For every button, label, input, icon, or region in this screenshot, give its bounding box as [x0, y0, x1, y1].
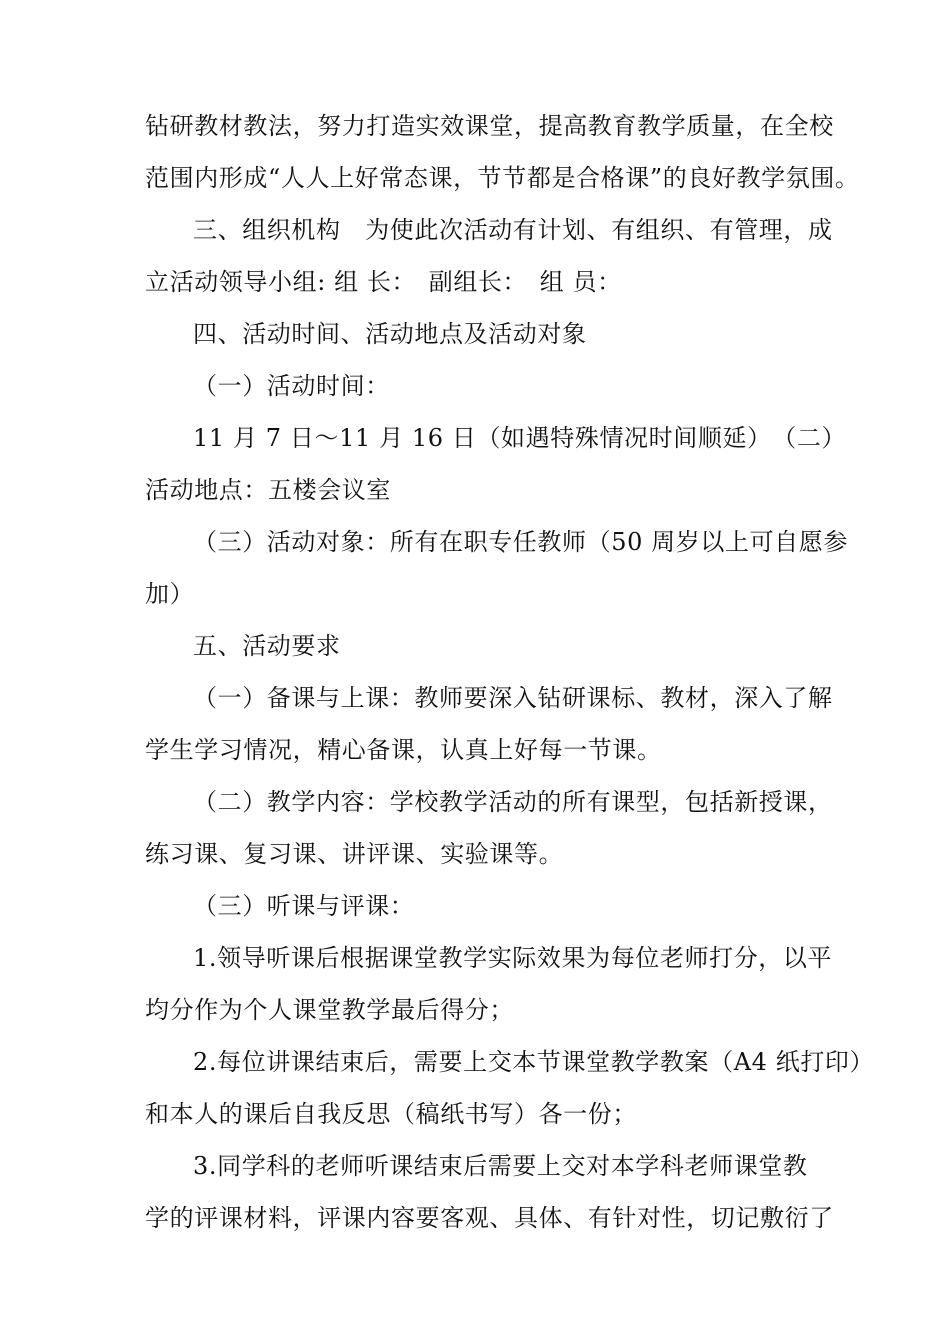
paragraph-line: 均分作为个人课堂教学最后得分； [145, 996, 514, 1024]
paragraph-line: 范围内形成“人人上好常态课，节节都是合格课”的良好教学氛围。 [145, 164, 860, 192]
section-heading-organization: 三、组织机构 为使此次活动有计划、有组织、有管理，成 [193, 216, 833, 244]
paragraph-line: 学生学习情况，精心备课，认真上好每一节课。 [145, 736, 662, 764]
subsection-heading-evaluation: （三）听课与评课： [193, 892, 415, 920]
paragraph-line: 1.领导听课后根据课堂教学实际效果为每位老师打分，以平 [193, 944, 833, 972]
paragraph-line: 3.同学科的老师听课结束后需要上交对本学科老师课堂教 [193, 1152, 808, 1180]
paragraph-line: （一）备课与上课：教师要深入钻研课标、教材，深入了解 [193, 684, 833, 712]
paragraph-line: 钻研教材教法，努力打造实效课堂，提高教育教学质量，在全校 [145, 112, 834, 140]
paragraph-line: 11 月 7 日～11 月 16 日（如遇特殊情况时间顺延） （二） [193, 424, 847, 452]
paragraph-line: 加） [145, 580, 195, 608]
paragraph-line: （三）活动对象：所有在职专任教师（50 周岁以上可自愿参 [193, 528, 848, 556]
paragraph-line: 和本人的课后自我反思（稿纸书写）各一份； [145, 1100, 637, 1128]
paragraph-line: 学的评课材料，评课内容要客观、具体、有针对性，切记敷衍了 [145, 1204, 834, 1232]
section-heading-requirements: 五、活动要求 [193, 632, 341, 660]
paragraph-line: 2.每位讲课结束后，需要上交本节课堂教学教案（A4 纸打印） [193, 1048, 875, 1076]
paragraph-line: 练习课、复习课、讲评课、实验课等。 [145, 840, 564, 868]
section-heading-time-place: 四、活动时间、活动地点及活动对象 [193, 320, 587, 348]
paragraph-line: 活动地点：五楼会议室 [145, 476, 391, 504]
paragraph-line: 立活动领导小组: 组 长： 副组长： 组 员： [145, 268, 622, 296]
paragraph-line: （二）教学内容：学校教学活动的所有课型，包括新授课， [193, 788, 833, 816]
subsection-heading-time: （一）活动时间： [193, 372, 390, 400]
